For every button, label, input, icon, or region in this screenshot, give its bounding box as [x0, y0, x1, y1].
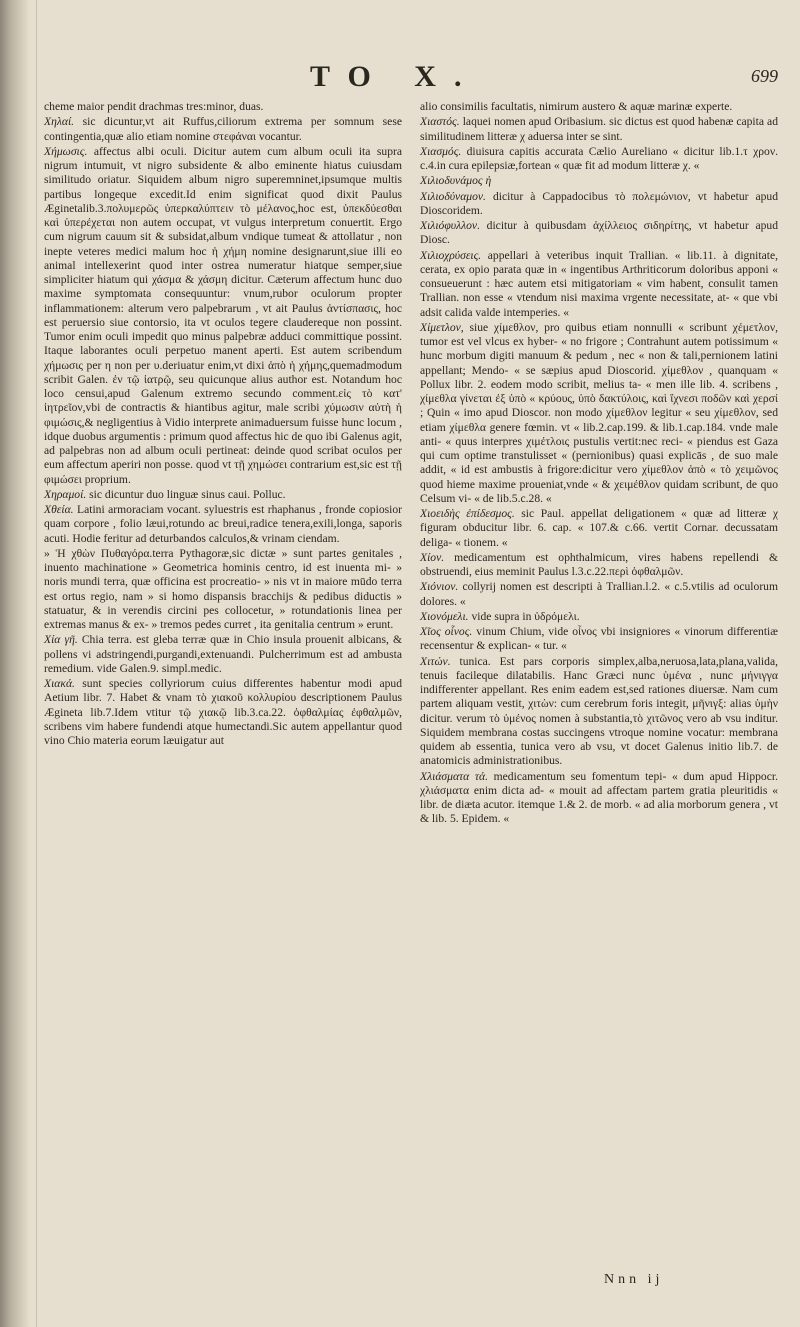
dictionary-entry [44, 547, 402, 633]
entry-headword: Χιλιόφυλλον. [420, 219, 487, 232]
entry-headword: Χίμετλον, [420, 320, 470, 334]
entry-headword: Χιοειδὴς ἐπίδεσμος. [420, 507, 522, 520]
entry-text: affectus albi oculi. Dicitur autem cum album oculi ita supra nigrum intumuit, vt nigro subsidente & albo eminente hiatus cuiusdam similitudo oriatur. Siquidem album nigro superemninet,ipsumque multis partibus longeque excedit.Id enim significat quod dixit Paulus Æginetalib.3.πολυμερῶς ὑπερκαλύπτειν τὸ μέλανος,hoc est, ὑπεκδύεσθαι καὶ ὑπερέχεται non autem occupat, vt vulgus interpretum conuertit. Ergo cum nigrum cauum sit & subsidat,album vndique tumeat & attollatur , non inepte veteres medici malum hoc ἡ χήμη nomine designarunt,siue illi eo animal intellexerint quod inter ostrea numeratur hiatque semper,siue simpliciter hiatum qui χάσμα & χάσμη dicitur. Cæterum affectum hunc duo maxime symptomata consequuntur: vnum,rubor oculorum propter inflammationem: alterum vero palpebrarum , vt ait Paulus ἀντίσπασις, hoc est peruersio siue contorsio, ita vt oculos tegere claudereque non possint. Tumor enim oculi impedit quo minus palpebræ adduci committique possint. Itaque laborantes oculi perpetuo manent aperti. Est autem scribendum χήμωσις per η non per υ.deriuatur enim,vt dixi ἀπὸ ἡ χήμης,quemadmodum scribit Galen. ἐν τῷ ἰατρῷ, seu quicunque alius author est. Notandum hoc loco censui,apud Galenum extremo secundo comment.εἰς τὸ κατ' ἰητρεῖον,vbi de contractis & hiantibus agitur, male scribi χύμωσιν αὐτὴ ἡ φιμώσις,& negligentius à Vidio interprete animaduersum fuisse hunc locum , idque duobus argumentis : primum quod affectus hic de quo ibi Galenus agit, ad palpebras non ad album oculi pertineat: deinde quod scribat oculos per eum affectum aperiri non posse. quod vt τῇ χημώσει contrarium est,sic est τῇ φιμώσει proprium. [44, 144, 402, 486]
entry-text: Chia terra. est gleba terræ quæ in Chio insula prouenit albicans, & pollens vi adstringendi,purgandi,extenuandi. Pulcherrimum est ad ambusta remedium. vide Galen.9. simpl.medic. [44, 633, 402, 675]
entry-headword: Χιτών. [420, 654, 460, 668]
dictionary-entry [420, 174, 778, 188]
entry-headword: Χήμωσις. [44, 144, 94, 158]
entry-text: vide supra in ὑδρόμελι. [471, 609, 580, 623]
dictionary-entry [420, 770, 778, 827]
dictionary-entry [420, 655, 778, 769]
entry-headword: Χία γῆ. [44, 633, 82, 647]
dictionary-entry [44, 100, 402, 114]
entry-text: diuisura capitis accurata Cælio Aureliano « dicitur lib.1.τ χρον. c.4.in cura epilepsiæ,fortean « quæ fit ad modum litteræ χ. « [420, 144, 778, 172]
left-text-column [44, 100, 402, 749]
entry-text: » Ἡ χθὼν Πυθαγόρα.terra Pythagoræ,sic dictæ » sunt partes genitales , inuento machinatione » Geometrica hominis centro, id est inuenta mi- » noris mundi terra, quæ officina est procreatio- » nis vt in maiore mūdo terra est ortus regio, nam » si homo dispansis bracchijs & pedibus diductis » statuatur, & in verendis circini pes collocetur, » rotundationis linea per extremas manus & ex- » tremos pedes curret , ita genitalia centrum » erunt. [44, 546, 402, 631]
entry-text: vinum Chium, vide οἶνος vbi insigniores « vinorum differentiæ recensentur & explican- « tur. « [420, 625, 778, 653]
dictionary-entry [420, 625, 778, 654]
entry-headword: Χηλαί. [44, 115, 83, 129]
entry-headword: Χιασμός. [420, 144, 467, 158]
gutter-fold-line [36, 0, 37, 1327]
dictionary-entry [44, 677, 402, 748]
entry-text: sunt species collyriorum cuius differentes habentur modi apud Aetium libr. 7. Habet & vnam τὸ χιακοῦ κολλυρίου descriptionem Paulus Ægineta lib.7.Idem vtitur τῷ χιακῷ lib.3.ca.22. ὀφθαλμίας ἐφθαλμῶν, scribens vim habere fundendi atque humectandi.Sic autem appellantur quod vino Chio materia eorum læuigatur aut [44, 677, 402, 747]
entry-text: siue χίμεθλον, pro quibus etiam nonnulli « scribunt χέμετλον, tumor est vel vlcus ex hyber- « no frigore ; Contrahunt autem potissimum « hunc morbum digiti manuum & pedum , nec « non & tali,pernionem latini appellant; Mendo- « se sæpius apud Dioscorid. χίμεθλον , quanquam « Pollux libr. 2. eodem modo scribit, melius ta- « men ille lib. 4. scribens , χίμεθλα γίνεται ἐξ ὑπὸ « κρύους, ὑπὸ δακτύλοις, καὶ ἴχνεσι ποδῶν καὶ χερσί ; Quin « imo apud Dioscor. non modo χίμεθλον legitur « seu χίμεθλον, sed etiam χίμεθλα genere fœmin. vt « lib.2.cap.199. & lib.1.cap.184. vnde male anti- « quus interpres χιμέτλοις pustulis vertit:nec reci- « piendus est Gaza qui cum optime transtulisset « (pernionibus) quasi explicās , de suo male addit, « id est ambustis à frigore:dicitur vero χίμεθλον ἀπὸ « τὸ χειμῶνος quod hieme maxime proueniat,vnde « & χειμέθλον quidam scribunt, de quo Celsum vi- « de lib.5.c.28. « [420, 320, 778, 505]
dictionary-entry [420, 145, 778, 174]
dictionary-entry [420, 115, 778, 144]
entry-headword: Χιλιοδύναμον. [420, 189, 493, 203]
entry-headword: Χίον. [420, 550, 455, 564]
running-title: TO X. [310, 60, 480, 93]
entry-headword: Χιονόμελι. [420, 609, 472, 623]
entry-text: appellari à veteribus inquit Trallian. « lib.11. à dignitate, cerata, ex opio parata quæ in « ingentibus Arthriticorum doloribus apponi « consueuerunt : hæc autem etsi mitigatoriam « vim habent, consulit tamen Trallian. non esse « vtendum nisi maxima vrgente necessitate, at- « que vbi adsit calida valde intemperies. « [420, 248, 778, 319]
dictionary-entry [420, 507, 778, 550]
page-number: 699 [751, 66, 778, 86]
entry-headword: Χθεία. [44, 503, 77, 516]
entry-text: sic dicuntur,vt ait Ruffus,ciliorum extrema per somnum sese contingentia,quæ alio etiam nomine στεφάναι vocantur. [44, 115, 402, 143]
entry-text: Latini armoraciam vocant. syluestris est rhaphanus , fronde copiosior quam corpore , folio læui,rotundo ac breui,radice tenera,exili,longa, saporis acuti. Hodie feritur ad deturbandos calculos,& vrinam ciendam. [44, 503, 403, 545]
book-page [44, 0, 784, 1327]
dictionary-entry [44, 115, 402, 144]
entry-text: sic Paul. appellat deligationem « quæ ad litteræ χ figuram obducitur libr. 6. cap. « 107.& c.66. vertit Cornar. decussatam deliga- « tionem. « [420, 507, 778, 549]
entry-headword: Χιαστός. [420, 115, 463, 129]
dictionary-entry [44, 503, 402, 546]
book-gutter-shadow [0, 0, 30, 1327]
entry-text: medicamentum seu fomentum tepi- « dum apud Hippocr. χλιάσματα enim dicta ad- « mouit ad affectam partem gratia pleuritidis « libr. de diæta acutor. itemque 1.& 2. de morb. « ad alia morborum genera , vt & lib. 5. Epidem. « [420, 769, 778, 826]
entry-headword: Χιλιοχρύσεις. [420, 248, 488, 262]
entry-text: medicamentum est ophthalmicum, vires habens repellendi & obstruendi, eius meminit Paulus l.3.c.22.περὶ ὀφθαλμῶν. [420, 550, 778, 578]
entry-text: cheme maior pendit drachmas tres:minor, duas. [44, 100, 264, 113]
entry-text: collyrij nomen est descripti à Trallian.l.2. « c.5.vtilis ad oculorum dolores. « [420, 580, 778, 608]
dictionary-entry [420, 551, 778, 580]
right-text-column [420, 100, 778, 828]
entry-headword: Χηραμοί. [44, 487, 90, 501]
entry-headword: Χιλιοδυνάμος ἡ [420, 174, 492, 188]
entry-headword: Χῖος οἶνος. [420, 625, 477, 638]
dictionary-entry [420, 610, 778, 624]
dictionary-entry [420, 580, 778, 609]
signature-mark: Nnn ij [604, 1272, 664, 1287]
entry-headword: Χλιάσματα τά. [420, 769, 494, 783]
dictionary-entry [44, 145, 402, 487]
dictionary-entry [420, 249, 778, 320]
dictionary-entry [44, 488, 402, 502]
entry-text: alio consimilis facultatis, nimirum austero & aquæ marinæ experte. [420, 100, 733, 113]
entry-headword: Χιόνιον. [420, 580, 463, 594]
dictionary-entry [420, 100, 778, 114]
entry-text: sic dicuntur duo linguæ sinus caui. Polluc. [89, 487, 286, 501]
entry-text: dicitur à quibusdam ἀχίλλειος σιδηρίτης, vt habetur apud Diosc. [420, 219, 778, 247]
dictionary-entry [420, 219, 778, 248]
dictionary-entry [420, 190, 778, 219]
entry-text: tunica. Est pars corporis simplex,alba,neruosa,lata,plana,valida, tenuis facileque dilatabilis. Hanc Græci nunc ὑμένα , nunc μήνιγγα indifferenter appellant. Res enim eadem est,sed rationes diuersæ. Nam cum partem aliquam vestit, χιτὼν: cum cerebrum foris integit, μῆνιγξ: alias ὑμὴν dicitur. verum τὸ ὑμένος nomen à substantia,τὸ χιτῶνος vero ab vsu inditur. Siquidem membrana costas succingens vtroque nomine vocatur: membrana quidem ab essentia, tunica vero ab vsu, vt docet Galenus initio lib.7. de anatomicis administrationibus. [420, 654, 778, 768]
dictionary-entry [420, 321, 778, 506]
entry-text: laquei nomen apud Oribasium. sic dictus est quod habenæ capita ad similitudinem litteræ χ aduersa inter se sint. [420, 115, 779, 143]
entry-text: dicitur à Cappadocibus τὸ πολεμώνιον, vt habetur apud Dioscoridem. [420, 189, 778, 217]
entry-headword: Χιακά. [44, 677, 83, 690]
page-header [44, 60, 784, 94]
dictionary-entry [44, 633, 402, 676]
